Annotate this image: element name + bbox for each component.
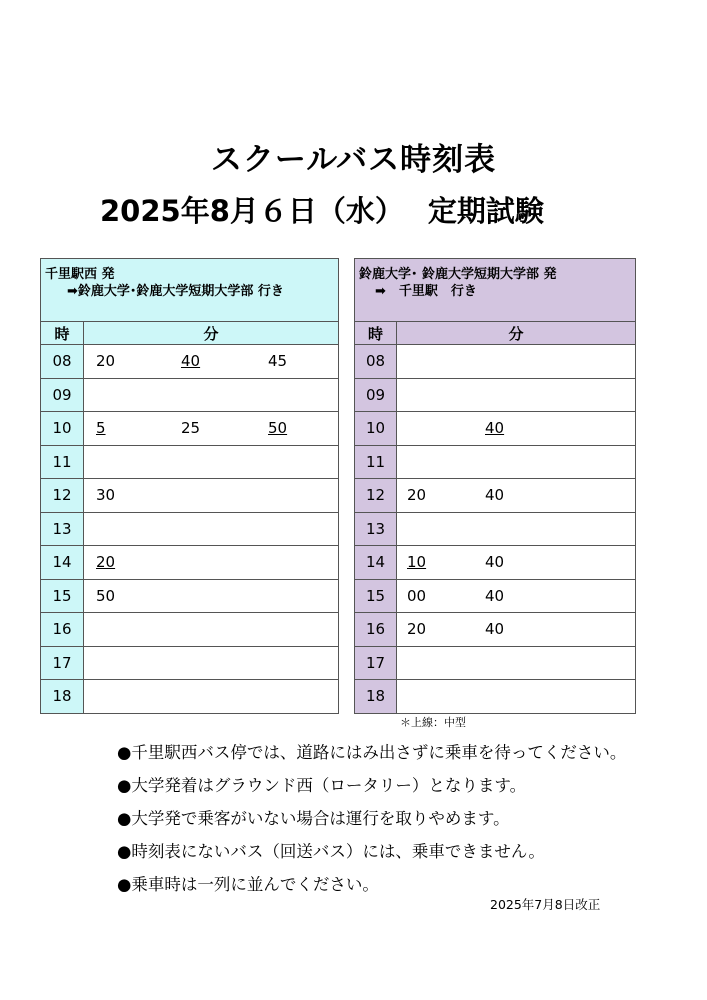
departure-label: 鈴鹿大学･ 鈴鹿大学短期大学部 発	[359, 267, 557, 282]
destination-label: ➡ 千里駅 行き	[375, 284, 477, 299]
table-row	[355, 613, 636, 647]
minutes-cell	[84, 412, 339, 446]
hour-cell: 13	[355, 512, 397, 546]
departure-minute: 40	[485, 553, 505, 572]
minutes-cell	[84, 512, 339, 546]
table-row	[41, 646, 339, 680]
hour-cell: 14	[41, 546, 84, 580]
departure-minute: 20	[407, 620, 427, 639]
departure-minute: 50	[96, 586, 116, 605]
table-row	[41, 512, 339, 546]
departure-minute: 20	[407, 486, 427, 505]
departure-minute: 25	[181, 419, 201, 438]
minutes-cell	[84, 613, 339, 647]
table-row	[41, 445, 339, 479]
minutes-cell	[397, 412, 636, 446]
table-row	[355, 445, 636, 479]
table-row	[355, 479, 636, 513]
hour-cell: 16	[355, 613, 397, 647]
hour-column-header: 時	[41, 322, 84, 345]
minutes-cell	[84, 345, 339, 379]
minutes-cell	[84, 378, 339, 412]
departure-label: 千里駅西 発	[45, 267, 115, 282]
hour-cell: 13	[41, 512, 84, 546]
table-row	[355, 546, 636, 580]
departure-minute: 40	[485, 486, 505, 505]
underline-legend: ＊上線：中型	[400, 716, 466, 729]
hour-cell: 11	[355, 445, 397, 479]
minutes-cell	[84, 646, 339, 680]
table-row	[355, 680, 636, 714]
table-row	[355, 579, 636, 613]
page-subtitle	[100, 189, 544, 230]
notice-item: ●時刻表にないバス（回送バス）には、乗車できません。	[117, 842, 545, 861]
hour-cell: 15	[355, 579, 397, 613]
hour-cell: 09	[41, 378, 84, 412]
minutes-cell	[84, 579, 339, 613]
table-row	[355, 378, 636, 412]
minutes-cell	[397, 613, 636, 647]
timetable-body	[355, 345, 636, 714]
hour-cell: 08	[41, 345, 84, 379]
timetable-header	[355, 259, 636, 322]
hour-column-header: 時	[355, 322, 397, 345]
departure-minute: 10	[407, 553, 427, 572]
departure-minute: 40	[485, 419, 505, 438]
table-row	[41, 579, 339, 613]
minutes-cell	[397, 579, 636, 613]
table-row	[41, 680, 339, 714]
table-row	[41, 412, 339, 446]
minutes-cell	[84, 680, 339, 714]
table-row	[355, 646, 636, 680]
notice-item: ●乗車時は一列に並んでください。	[117, 875, 379, 894]
table-row	[41, 378, 339, 412]
destination-label: ➡鈴鹿大学･鈴鹿大学短期大学部 行き	[67, 284, 284, 299]
departure-minute: 5	[96, 419, 106, 438]
departure-minute: 50	[268, 419, 288, 438]
hour-cell: 09	[355, 378, 397, 412]
minutes-cell	[397, 345, 636, 379]
minute-column-header: 分	[397, 322, 636, 345]
departure-minute: 45	[268, 352, 288, 371]
hour-cell: 10	[41, 412, 84, 446]
hour-cell: 16	[41, 613, 84, 647]
notice-item: ●大学発で乗客がいない場合は運行を取りやめます。	[117, 809, 510, 828]
departure-minute: 20	[96, 352, 116, 371]
table-row	[41, 479, 339, 513]
exam-date: 2025年8月６日（水）	[100, 194, 404, 228]
hour-cell: 15	[41, 579, 84, 613]
hour-cell: 18	[41, 680, 84, 714]
minutes-cell	[397, 445, 636, 479]
notice-item: ●千里駅西バス停では、道路にはみ出さずに乗車を待ってください。	[117, 743, 627, 762]
minutes-cell	[397, 646, 636, 680]
table-row	[355, 345, 636, 379]
departure-minute: 00	[407, 586, 427, 605]
table-row	[41, 546, 339, 580]
notice-item: ●大学発着はグラウンド西（ロータリー）となります。	[117, 776, 527, 795]
table-row	[41, 345, 339, 379]
revision-date: 2025年7月8日改正	[490, 897, 601, 912]
minute-column-header: 分	[84, 322, 339, 345]
hour-cell: 10	[355, 412, 397, 446]
timetable-from-senri	[40, 258, 339, 714]
departure-minute: 40	[181, 352, 201, 371]
hour-cell: 17	[41, 646, 84, 680]
minutes-cell	[84, 546, 339, 580]
hour-cell: 17	[355, 646, 397, 680]
departure-minute: 30	[96, 486, 116, 505]
timetable-header	[41, 259, 339, 322]
minutes-cell	[84, 445, 339, 479]
departure-minute: 40	[485, 620, 505, 639]
minutes-cell	[397, 680, 636, 714]
hour-cell: 12	[355, 479, 397, 513]
timetable-from-university	[354, 258, 636, 714]
hour-cell: 12	[41, 479, 84, 513]
minutes-cell	[84, 479, 339, 513]
minutes-cell	[397, 479, 636, 513]
table-row	[355, 512, 636, 546]
timetable-body	[41, 345, 339, 714]
page-title: スクールバス時刻表	[210, 142, 497, 178]
departure-minute: 40	[485, 586, 505, 605]
hour-cell: 08	[355, 345, 397, 379]
minutes-cell	[397, 512, 636, 546]
minutes-cell	[397, 546, 636, 580]
table-row	[41, 613, 339, 647]
hour-cell: 18	[355, 680, 397, 714]
notice-list	[117, 741, 626, 906]
exam-event: 定期試験	[427, 194, 544, 228]
departure-minute: 20	[96, 553, 116, 572]
minutes-cell	[397, 378, 636, 412]
hour-cell: 14	[355, 546, 397, 580]
hour-cell: 11	[41, 445, 84, 479]
table-row	[355, 412, 636, 446]
